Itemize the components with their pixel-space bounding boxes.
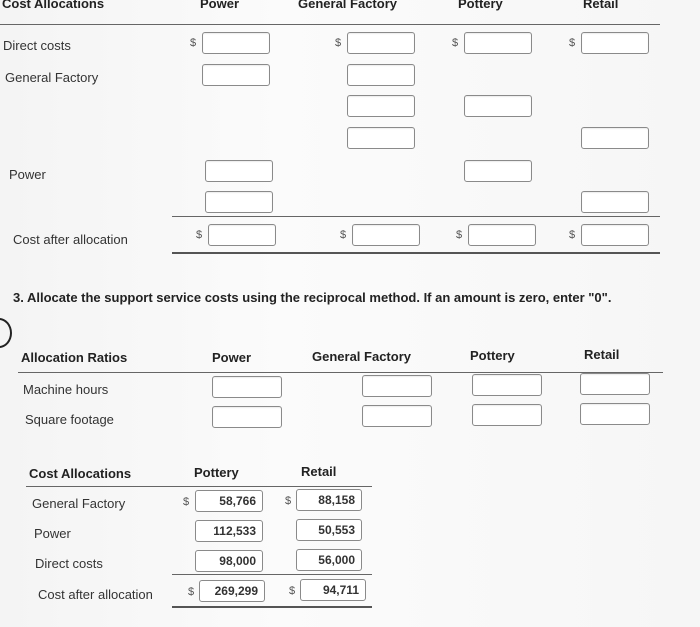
power-alloc-power-input-2[interactable] <box>205 191 273 213</box>
alloc-direct-pottery-value[interactable]: 98,000 <box>195 550 263 572</box>
power-alloc-power-input-1[interactable] <box>205 160 273 182</box>
square-footage-pottery-input[interactable] <box>472 404 542 426</box>
top-total-rule <box>172 216 660 217</box>
total-general-factory-input[interactable] <box>352 224 420 246</box>
gf-alloc-retail-input[interactable] <box>581 127 649 149</box>
top-row-cost-after-allocation: Cost after allocation <box>13 232 128 247</box>
gf-alloc-power-input[interactable] <box>202 64 270 86</box>
top-col-general-factory: General Factory <box>298 0 397 11</box>
top-table-title: Cost Allocations <box>2 0 105 11</box>
top-row-general-factory: General Factory <box>5 70 99 85</box>
alloc-double-rule <box>172 606 372 608</box>
currency-symbol: $ <box>190 37 197 49</box>
total-power-input[interactable] <box>208 224 276 246</box>
alloc-row-power: Power <box>34 526 71 541</box>
currency-symbol: $ <box>196 229 203 241</box>
alloc-total-pottery-value[interactable]: 269,299 <box>199 580 265 602</box>
currency-symbol: $ <box>289 585 296 597</box>
ratios-row-square-footage: Square footage <box>25 412 114 427</box>
ratios-header-rule <box>18 372 663 373</box>
direct-costs-pottery-input[interactable] <box>464 32 532 54</box>
ratios-col-pottery: Pottery <box>470 348 515 363</box>
alloc-row-direct-costs: Direct costs <box>35 556 103 571</box>
power-alloc-pottery-input[interactable] <box>464 160 532 182</box>
alloc-col-retail: Retail <box>301 464 337 479</box>
top-col-pottery: Pottery <box>458 0 503 11</box>
machine-hours-pottery-input[interactable] <box>472 374 542 396</box>
currency-symbol: $ <box>183 496 190 508</box>
alloc-col-pottery: Pottery <box>194 465 239 480</box>
direct-costs-general-factory-input[interactable] <box>347 32 415 54</box>
currency-symbol: $ <box>335 37 342 49</box>
alloc-table-title: Cost Allocations <box>29 466 132 481</box>
alloc-total-rule <box>172 574 372 575</box>
ratios-table-title: Allocation Ratios <box>21 350 128 365</box>
top-col-power: Power <box>200 0 240 11</box>
alloc-direct-retail-value[interactable]: 56,000 <box>296 549 362 571</box>
power-alloc-retail-input[interactable] <box>581 191 649 213</box>
ratios-col-general-factory: General Factory <box>312 349 411 364</box>
direct-costs-retail-input[interactable] <box>581 32 649 54</box>
alloc-total-retail-value[interactable]: 94,711 <box>300 579 366 601</box>
gf-alloc-general-factory-input-3[interactable] <box>347 127 415 149</box>
top-double-rule <box>172 252 660 254</box>
square-footage-retail-input[interactable] <box>580 403 650 425</box>
ratios-col-power: Power <box>212 350 252 365</box>
total-pottery-input[interactable] <box>468 224 536 246</box>
question-marker-icon <box>0 318 12 348</box>
alloc-gf-pottery-value[interactable]: 58,766 <box>195 490 263 512</box>
machine-hours-power-input[interactable] <box>212 376 282 398</box>
alloc-header-rule <box>26 486 372 487</box>
machine-hours-general-factory-input[interactable] <box>362 375 432 397</box>
alloc-power-pottery-value[interactable]: 112,533 <box>195 520 263 542</box>
currency-symbol: $ <box>456 229 463 241</box>
instruction-text: 3. Allocate the support service costs using the reciprocal method. If an amount is zero, enter "0". <box>13 290 612 305</box>
gf-alloc-general-factory-input-2[interactable] <box>347 95 415 117</box>
ratios-row-machine-hours: Machine hours <box>23 382 109 397</box>
currency-symbol: $ <box>340 229 347 241</box>
top-row-direct-costs: Direct costs <box>3 38 71 53</box>
square-footage-general-factory-input[interactable] <box>362 405 432 427</box>
currency-symbol: $ <box>569 229 576 241</box>
currency-symbol: $ <box>188 586 195 598</box>
top-row-power: Power <box>9 167 46 182</box>
currency-symbol: $ <box>452 37 459 49</box>
gf-alloc-pottery-input[interactable] <box>464 95 532 117</box>
currency-symbol: $ <box>285 495 292 507</box>
alloc-row-cost-after-allocation: Cost after allocation <box>38 587 153 602</box>
gf-alloc-general-factory-input-1[interactable] <box>347 64 415 86</box>
square-footage-power-input[interactable] <box>212 406 282 428</box>
currency-symbol: $ <box>569 37 576 49</box>
alloc-row-general-factory: General Factory <box>32 496 126 511</box>
top-col-retail: Retail <box>583 0 619 11</box>
total-retail-input[interactable] <box>581 224 649 246</box>
ratios-col-retail: Retail <box>584 347 620 362</box>
alloc-gf-retail-value[interactable]: 88,158 <box>296 489 362 511</box>
direct-costs-power-input[interactable] <box>202 32 270 54</box>
alloc-power-retail-value[interactable]: 50,553 <box>296 519 362 541</box>
machine-hours-retail-input[interactable] <box>580 373 650 395</box>
top-header-rule <box>0 24 660 25</box>
